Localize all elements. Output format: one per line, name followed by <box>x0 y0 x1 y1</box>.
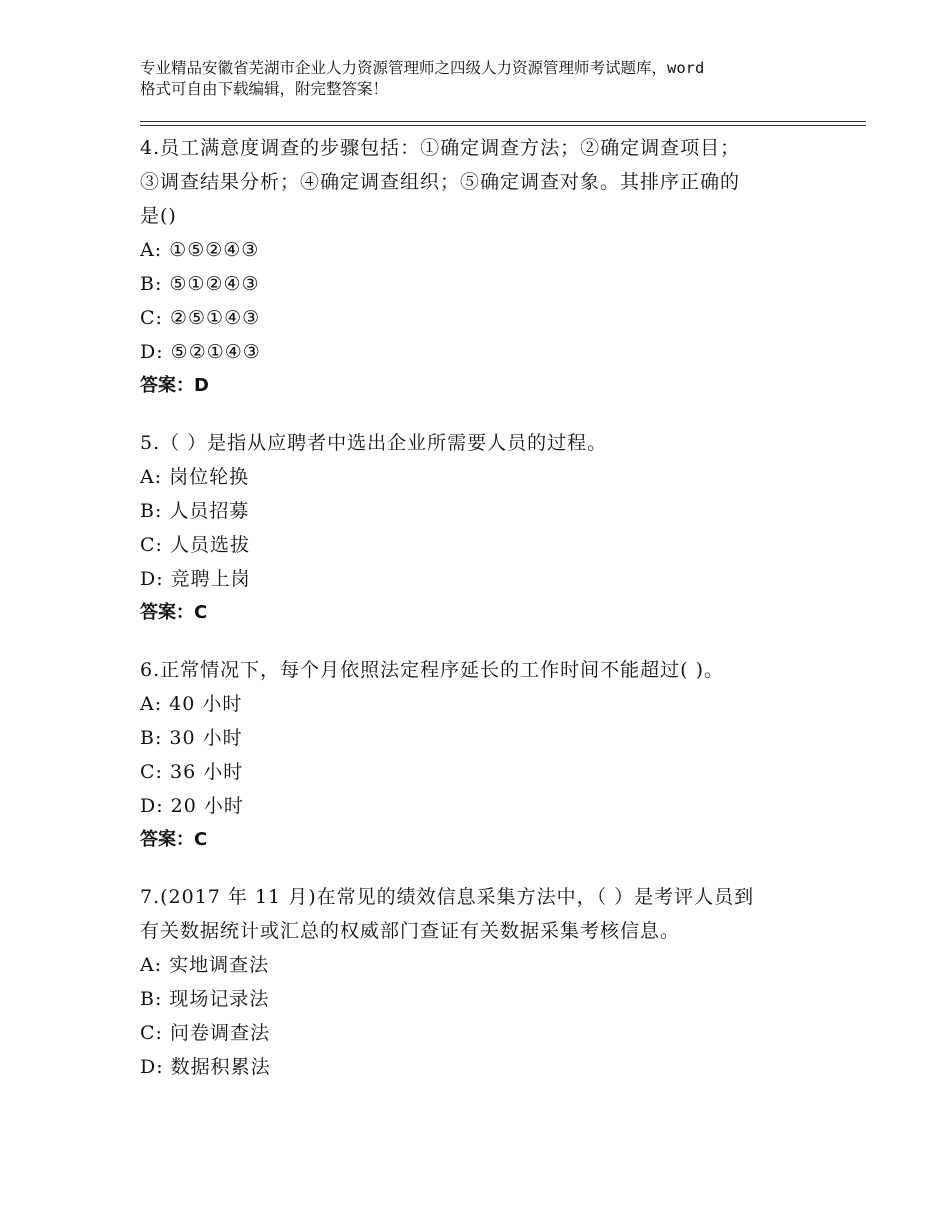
question-list <box>140 131 820 1107</box>
option-d: D: 20 小时 <box>140 795 244 817</box>
header-line-1: 专业精品安徽省芜湖市企业人力资源管理师之四级人力资源管理师考试题库，word <box>140 59 705 77</box>
option-b: B: ⑤①②④③ <box>140 273 260 295</box>
option-c: C: 36 小时 <box>140 761 244 783</box>
question-text: 有关数据统计或汇总的权威部门查证有关数据采集考核信息。 <box>140 920 681 942</box>
option-c: C: 问卷调查法 <box>140 1022 270 1044</box>
answer: 答案：C <box>140 829 208 850</box>
option-a: A: 40 小时 <box>140 693 243 715</box>
header-line-2: 格式可自由下载编辑，附完整答案！ <box>140 80 389 98</box>
option-c: C: 人员选拔 <box>140 534 250 556</box>
question-6 <box>140 653 820 857</box>
option-d: D: 竞聘上岗 <box>140 568 251 590</box>
question-7 <box>140 880 820 1084</box>
header-divider-top <box>140 121 866 122</box>
question-text: 5.（ ）是指从应聘者中选出企业所需要人员的过程。 <box>140 432 608 454</box>
question-text: 4.员工满意度调查的步骤包括：①确定调查方法；②确定调查项目； <box>140 137 741 159</box>
option-a: A: 岗位轮换 <box>140 466 250 488</box>
answer: 答案：D <box>140 375 209 396</box>
question-text: 是() <box>140 205 177 227</box>
answer: 答案：C <box>140 602 208 623</box>
question-4 <box>140 131 820 403</box>
question-text: ③调查结果分析；④确定调查组织；⑤确定调查对象。其排序正确的 <box>140 171 741 193</box>
option-d: D: ⑤②①④③ <box>140 341 261 363</box>
question-5 <box>140 426 820 630</box>
option-a: A: ①⑤②④③ <box>140 239 260 261</box>
option-d: D: 数据积累法 <box>140 1056 271 1078</box>
document-header <box>140 58 830 100</box>
option-b: B: 现场记录法 <box>140 988 270 1010</box>
question-text: 7.(2017 年 11 月)在常见的绩效信息采集方法中，（ ）是考评人员到 <box>140 886 755 908</box>
option-a: A: 实地调查法 <box>140 954 270 976</box>
option-c: C: ②⑤①④③ <box>140 307 261 329</box>
option-b: B: 30 小时 <box>140 727 243 749</box>
option-b: B: 人员招募 <box>140 500 250 522</box>
question-text: 6.正常情况下，每个月依照法定程序延长的工作时间不能超过( )。 <box>140 659 724 681</box>
header-divider-bottom <box>140 125 866 126</box>
